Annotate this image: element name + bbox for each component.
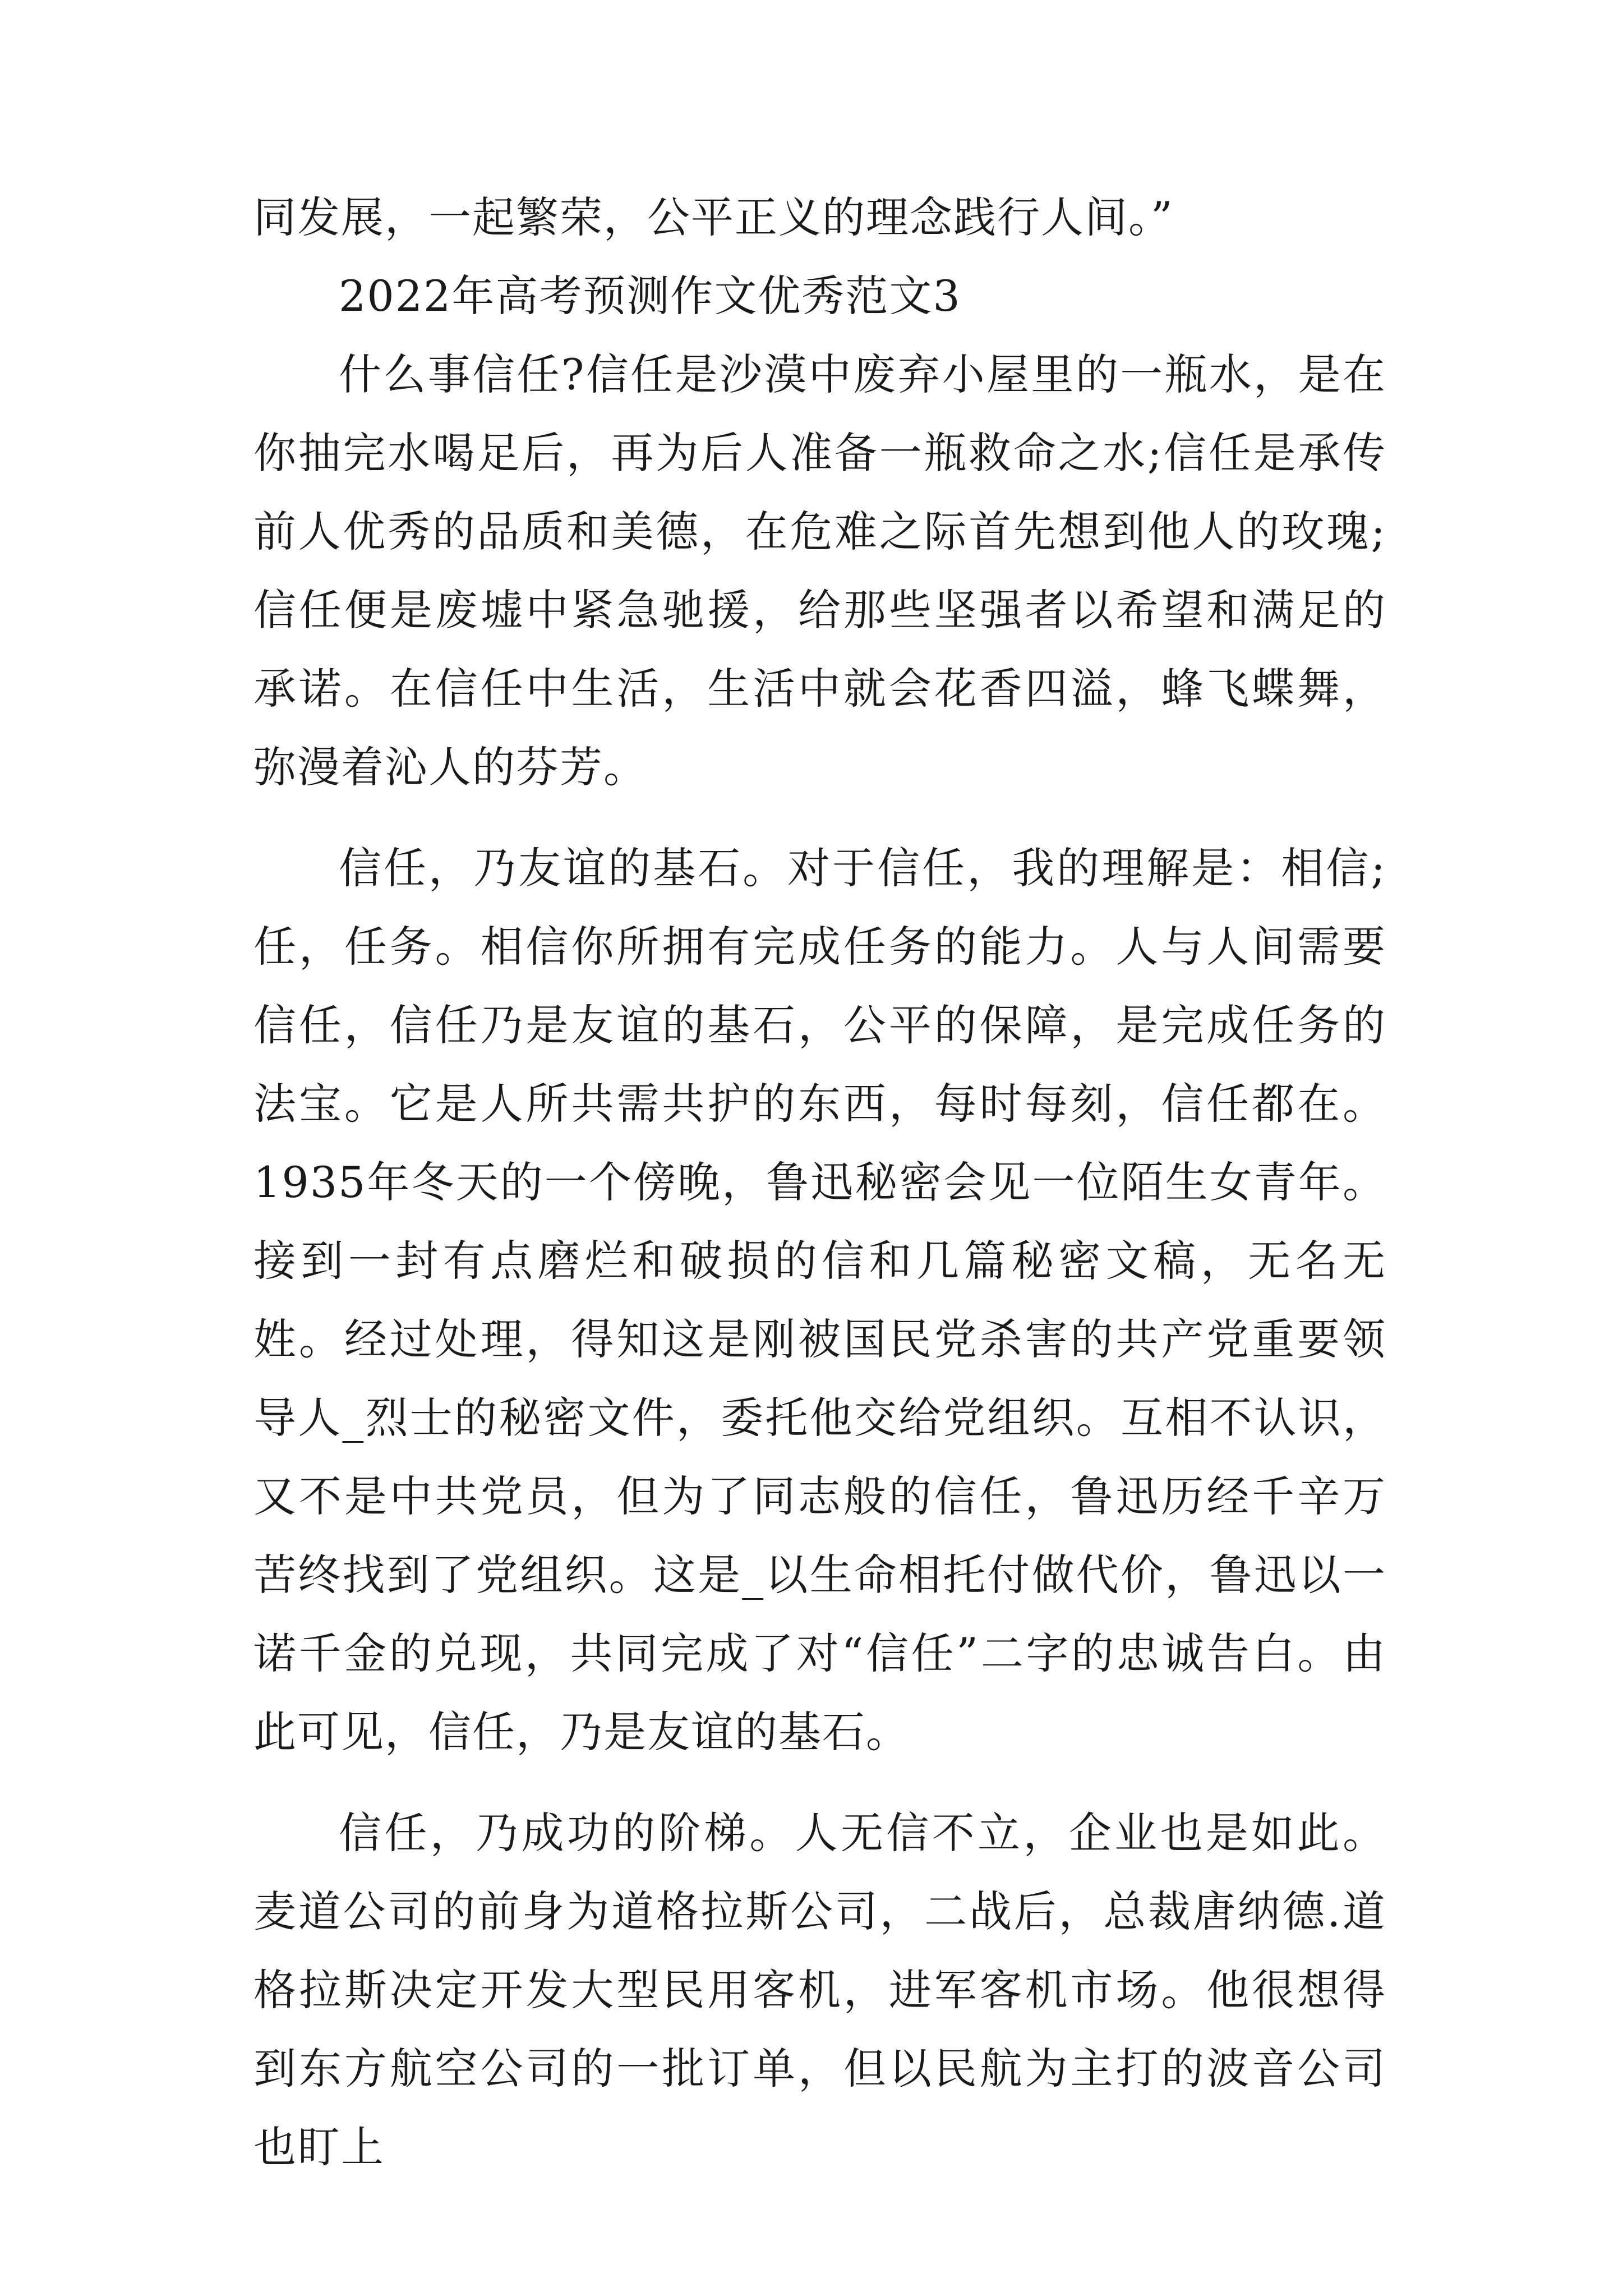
paragraph-trust-success: 信任，乃成功的阶梯。人无信不立，企业也是如此。麦道公司的前身为道格拉斯公司，二战后，总裁唐纳德.道格拉斯决定开发大型民用客机，进军客机市场。他很想得到东方航空公司的一批订单，但以民航为主打的波音公司也盯上 bbox=[253, 1808, 1386, 2172]
paragraph-trust-friendship: 信任，乃友谊的基石。对于信任，我的理解是：相信;任，任务。相信你所拥有完成任务的能力。人与人间需要信任，信任乃是友谊的基石，公平的保障，是完成任务的法宝。它是人所共需共护的东西，每时每刻，信任都在。1935年冬天的一个傍晚，鲁迅秘密会见一位陌生女青年。接到一封有点磨烂和破损的信和几篇秘密文稿，无名无姓。经过处理，得知这是刚被国民党杀害的共产党重要领导人_烈士的秘密文件，委托他交给党组织。互相不认识，又不是中共党员，但为了同志般的信任，鲁迅历经千辛万苦终找到了党组织。这是_以生命相托付做代价，鲁迅以一诺千金的兑现，共同完成了对“信任”二字的忠诚告白。由此可见，信任，乃是友谊的基石。 bbox=[253, 843, 1386, 1757]
paragraph-trust-definition: 什么事信任?信任是沙漠中废弃小屋里的一瓶水，是在你抽完水喝足后，再为后人准备一瓶救命之水;信任是承传前人优秀的品质和美德，在危难之际首先想到他人的玫瑰;信任便是废墟中紧急驰援，给那些坚强者以希望和满足的承诺。在信任中生活，生活中就会花香四溢，蜂飞蝶舞，弥漫着沁人的芬芳。 bbox=[253, 349, 1386, 792]
section-heading: 2022年高考预测作文优秀范文3 bbox=[339, 271, 961, 321]
paragraph-continuation: 同发展，一起繁荣，公平正义的理念践行人间。” bbox=[253, 192, 1174, 242]
article-body bbox=[253, 178, 1386, 2187]
